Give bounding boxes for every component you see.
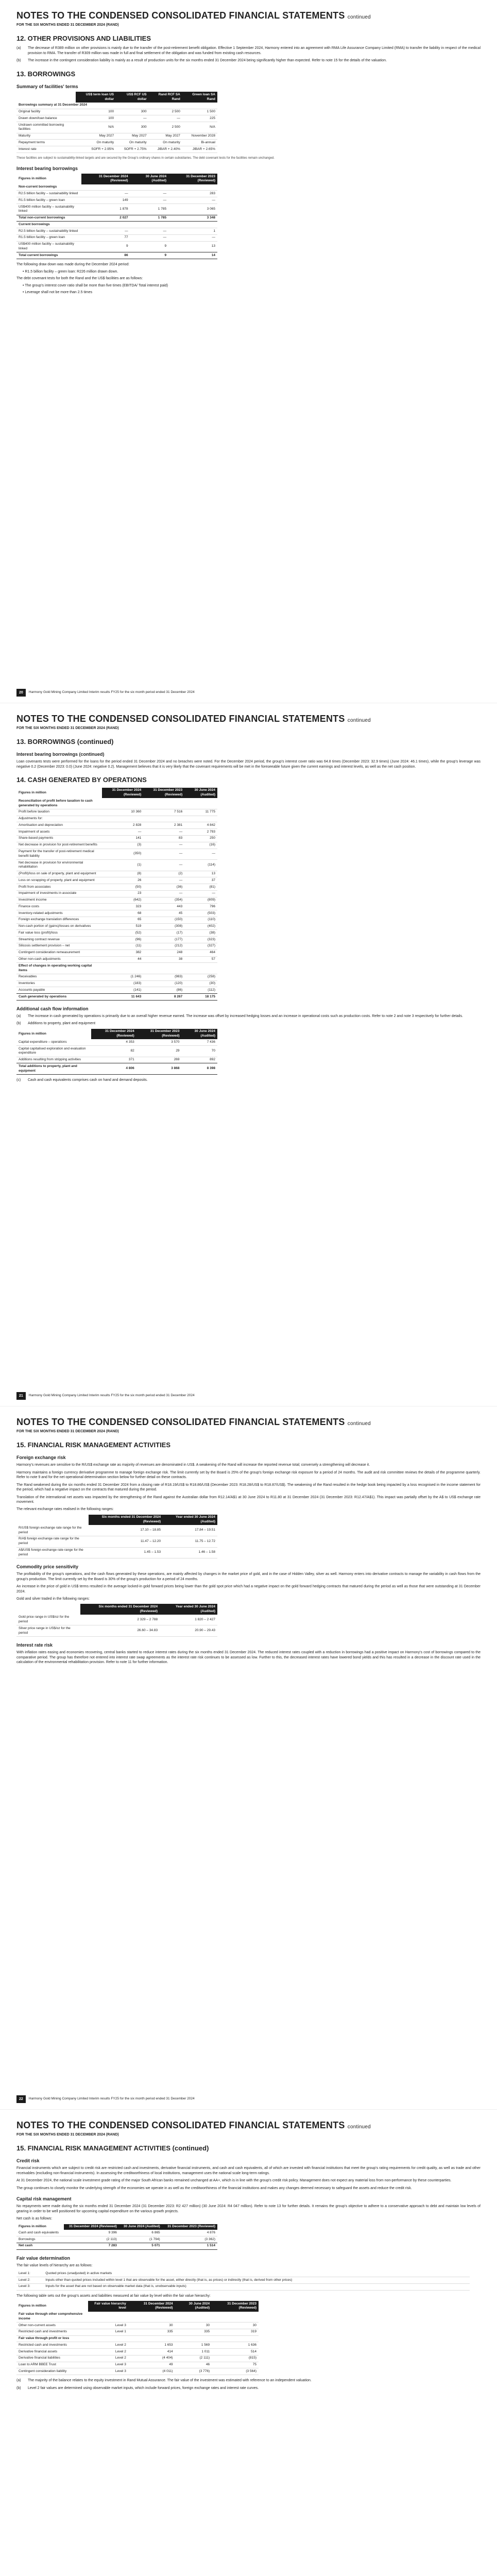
ibc-text: Loan covenants tests were performed for the loans for the period ended 31 December 2024 and no breaches were noted. For the December 2024 period, the group's interest cover ratio was 64.8 times (December 2023: 32.9 times) (June 2024: 46.1 times), while the group's leverage was negative 0.2 (December 2023: 0.0) (June 2024: negative 0.2). Management believes that it is very likely that the covenant requirements will be met in the foreseeable future given the current earnings and interest levels, as well as the net cash position. xyxy=(16,760,481,769)
ir-p1: With inflation rates easing and economies recovering, central banks started to reduce interest rates during the six months ended 31 December 2024. The reduced interest rates coupled with a reduction in borrowings had a positive impact on Harmony's cost of borrowings compared to the comparative period. The group has therefore not entered into interest rate swap agreements as the interest rate risk continues to be assessed as low. Further to this, the decreased interest rates have lowered bond yields and this has resulted in a decrease in the discount rate used in the calculation of the environmental rehabilitation provision. Refer to note 11 for further information. xyxy=(16,1651,481,1664)
gs-intro: Gold and silver traded in the following ranges: xyxy=(16,1597,90,1601)
table-row: Non-current borrowings xyxy=(16,184,217,191)
table-row: Cash generated by operations 11 643 8 267 18 175 xyxy=(16,994,217,1001)
table-row: Net decrease in provision for post-retirement benefits (3) — (16) xyxy=(16,842,217,849)
page-title: NOTES TO THE CONDENSED CONSOLIDATED FINANCIAL STATEMENTS continued xyxy=(16,714,371,724)
table-row: Capital expenditure – operations 4 353 3 570 7 436 xyxy=(16,1039,217,1045)
table-row: Amortisation and depreciation 2 828 2 381 4 842 xyxy=(16,822,217,829)
cp-title: Commodity price sensitivity xyxy=(16,1564,79,1570)
table-row: Interest rate SOFR + 2.95% SOFR + 2.75% JIBAR + 2.40% JIBAR + 2.65% xyxy=(16,146,217,153)
cp-p2: An increase in the price of gold in US$ terms resulted in the average locked-in gold forward prices being lower than the gold spot price which had a negative impact on the gold forward hedging contracts that matured during the period as well as those that were outstanding at 31 December 2024. xyxy=(16,1585,481,1594)
ib-summary: The following draw down was made during the December 2024 period: xyxy=(16,262,130,266)
table-row: Impairment of assets — — 2 793 xyxy=(16,829,217,836)
table-row: Derivative financial liabilities Level 2 (4 404) (2 111) (815) xyxy=(16,2355,259,2362)
note-14c: (c) Cash and cash equivalents comprises cash on hand and demand deposits. xyxy=(16,1078,148,1082)
table-row: Gold price range in US$/oz for the period 2 329 – 2 788 1 820 – 2 427 xyxy=(16,1615,217,1625)
table-row: Inventory-related adjustments 68 45 (503) xyxy=(16,910,217,917)
table-row: Cash and cash equivalents 9 396 6 865 4 876 xyxy=(16,2230,217,2236)
table-row: Net cash 7 283 5 071 1 514 xyxy=(16,2243,217,2249)
table-row: R2.5 billion facility – sustainability linked — — 1 xyxy=(16,228,217,235)
table-row: Profit before taxation 10 360 7 516 11 775 xyxy=(16,809,217,816)
table-row: R1.5 billion facility – green loan 149 — — xyxy=(16,197,217,204)
table-row: Total non-current borrowings 2 027 1 785 3 348 xyxy=(16,215,217,222)
ppe-additions-table: Figures in million 31 December 2024 (Reviewed) 31 December 2023 (Reviewed) 30 June 2024 (Audited) Capital expenditure – operations 4 353 3 570 7 436 Capital capitalised exploration and evaluation expenditure 82 29 70 Additions resulting from stripping activities 371 269 892 Total additions to property, plant and equipment 4 806 3 868 8 398 xyxy=(16,1029,217,1075)
exchange-rate-table: Six months ended 31 December 2024 (Reviewed) Year ended 30 June 2024 (Audited) R/US$ foreign exchange rate range for the period 17.10 – 18.85 17.84 – 19.51 R/A$ foreign exchange rate range for the period 11.47 – 12.20 11.75 – 12.72 A$/US$ foreign exchange rate range for the period 1.45 – 1.53 1.46 – 1.58 xyxy=(16,1515,217,1558)
table-row: Non-cash portion of (gains)/losses on derivatives 519 (308) (402) xyxy=(16,923,217,930)
borrowings-continued-title: 13. BORROWINGS (continued) xyxy=(16,737,114,745)
table-row: Loan to ARM BBEE Trust Level 3 49 46 75 xyxy=(16,2362,259,2368)
note-12a: (a) The decrease of R389 million on other provisions is mainly due to the transfer of the post-retirement benefit obligation. Effective 1 September 2024, Harmony entered into an agreement with RMA Life Assurance Company Limited (RMA) to transfer the liability in respect of the medical provision to RMA. The transfer of R309 million was made in full and final settlement of the obligation and was funded from existing cash resources. xyxy=(16,46,481,55)
table-row: Total additions to property, plant and equipment 4 806 3 868 8 398 xyxy=(16,1063,217,1075)
table-row: Other non-current assets Level 3 30 30 30 xyxy=(16,2323,259,2329)
table-row: Payment for the transfer of post-retirement medical benefit liability (350) — — xyxy=(16,849,217,860)
fv-tbl-intro: The following table sets out the group's assets and liabilities measured at fair value by level within the fair value hierarchy: xyxy=(16,2294,211,2298)
table-row: Level 2: Inputs other than quoted prices included within level 1 that are observable for the asset, either directly (that is, as prices) or indirectly (that is, derived from other prices) xyxy=(16,2277,470,2284)
table-row: Level 3: Inputs for the asset that are not based on observable market data (that is, unobservable inputs) xyxy=(16,2283,470,2290)
table-row: US$400 million facility – sustainability linked 1 878 1 785 3 065 xyxy=(16,204,217,215)
rate-intro: The relevant exchange rates realised in the following ranges: xyxy=(16,1507,114,1512)
table-row: Derivative financial assets Level 2 414 1 011 514 xyxy=(16,2349,259,2355)
section-15-title: 15. FINANCIAL RISK MANAGEMENT ACTIVITIES xyxy=(16,1440,171,1449)
table-row: Original facility 100 300 2 500 1 500 xyxy=(16,109,217,115)
table-row: Other non-cash adjustments 44 38 57 xyxy=(16,956,217,963)
table-row: US$400 million facility – sustainability linked 9 9 13 xyxy=(16,241,217,252)
page-20 xyxy=(0,0,497,703)
page-22 xyxy=(0,1406,497,2110)
facilities-title: Summary of facilities' terms xyxy=(16,84,78,90)
table-row: A$/US$ foreign exchange rate range for the period 1.45 – 1.53 1.46 – 1.58 xyxy=(16,1547,217,1558)
cap-title: Capital risk management xyxy=(16,2196,72,2202)
page-title: NOTES TO THE CONDENSED CONSOLIDATED FINANCIAL STATEMENTS continued xyxy=(16,10,371,21)
table-row: R2.5 billion facility – sustainability linked — — 283 xyxy=(16,191,217,197)
ib-bullet: • R1.5 billion facility – green loan: R226 million drawn down. xyxy=(23,270,118,274)
table-row: Adjustments for: xyxy=(16,816,217,822)
note-15a: (a) The majority of the balance relates to the equity investment in Rand Mutual Assurance. The fair value of the investment was estimated with reference to an independent valuation. xyxy=(16,2379,312,2383)
table-row: Accounts payable (141) (86) (112) xyxy=(16,987,217,994)
cr-p2: At 31 December 2024, the national scale investment grade rating of the major South African banks remained unchanged at AA+, which is in line with the group's credit risk policy. Management does not expect any material loss from non-performance by these counterparties. xyxy=(16,2179,452,2183)
table-row: Streaming contract revenue (96) (177) (323) xyxy=(16,937,217,943)
table-row: Receivables (1 246) (983) (258) xyxy=(16,974,217,980)
table-row: Profit from associates (50) (36) (81) xyxy=(16,884,217,891)
note-14b: (b) Additions to property, plant and equipment xyxy=(16,1022,96,1026)
period-subtitle: FOR THE SIX MONTHS ENDED 31 DECEMBER 2024 (RAND) xyxy=(16,23,119,27)
section-13-title: 13. BORROWINGS xyxy=(16,70,76,78)
table-row: Restricted cash and investments Level 2 1 653 1 569 1 636 xyxy=(16,2342,259,2349)
table-row: Impairment of investments in associate 23 — — xyxy=(16,890,217,897)
table-row: Current borrowings xyxy=(16,222,217,228)
section-15c-title: 15. FINANCIAL RISK MANAGEMENT ACTIVITIES (continued) xyxy=(16,2144,209,2152)
page-title: NOTES TO THE CONDENSED CONSOLIDATED FINANCIAL STATEMENTS continued xyxy=(16,1417,371,1427)
fx-p2: Harmony maintains a foreign currency derivative programme to manage foreign exchange risk. The limit currently set by the Board is 25% of the group's foreign exchange risk exposure for a period of 24 months. The audit and risk committee reviews the details of the programme quarterly. Refer to note 9 and for the net operational determination section below for further detail on these contracts. xyxy=(16,1470,481,1480)
fair-value-table: Figures in million Fair value hierarchy level 31 December 2024 (Reviewed) 30 June 2024 (Audited) 31 December 2023 (Reviewed) Fair value through other comprehensive income Other non-current assets Level 3 30 30 30 Restricted cash and investments Level 1 335 335 319 Fair value through profit or loss Restricted cash and investments Level 2 1 653 1 569 1 636 Derivative financial assets Level 2 414 1 011 514 Derivative financial liabilities Level 2 (4 404) (2 111) (815) Loan to ARM BBEE Trust Level 3 49 46 75 Contingent consideration liability Level 3 (4 011) (3 776) (3 564) xyxy=(16,2301,259,2375)
note-14a: (a) The increase in cash generated by operations is primarily due to an overall higher revenue earned. The increase was offset by increased hedging losses and an increase in operational costs such as production costs. Refer to note 2 and note 3 respectively for further details. xyxy=(16,1014,463,1019)
int-bearing-title: Interest bearing borrowings xyxy=(16,166,78,172)
table-row: Silver price range in US$/oz for the period 26.60 – 34.83 20.90 – 29.43 xyxy=(16,1625,217,1637)
table-row: Contingent consideration remeasurement 382 248 464 xyxy=(16,950,217,956)
net-cash-table: Figures in million 31 December 2024 (Reviewed) 30 June 2024 (Audited) 31 December 2023 (Reviewed) Cash and cash equivalents 9 396 6 865 4 876 Borrowings (2 113) (1 794) (3 362) Net cash 7 283 5 071 1 514 xyxy=(16,2224,217,2250)
table-row: Additions resulting from stripping activities 371 269 892 xyxy=(16,1057,217,1063)
note-12b: (b) The increase in the contingent consideration liability is mainly as a result of production units for the six months ended 31 December 2024 being significantly higher than expected. Refer to note 15 for the details of the valuation. xyxy=(16,59,387,63)
acf-title: Additional cash flow information xyxy=(16,1006,89,1011)
cr-p3: The group continues to closely monitor the underlying strength of the economies we operate in as well as the creditworthiness of the financial institutions and makes any changes deemed necessary to safeguard the assets and reduce the credit risk. xyxy=(16,2186,412,2190)
gold-silver-table: Six months ended 31 December 2024 (Reviewed) Year ended 30 June 2024 (Audited) Gold price range in US$/oz for the period 2 329 – 2 788 1 820 – 2 427 Silver price range in US$/oz for the period 26.60 – 34.83 20.90 – 29.43 xyxy=(16,1604,217,1637)
table-row: (Profit)/loss on sale of property, plant and equipment (8) (2) 13 xyxy=(16,871,217,877)
table-row: Repayment terms On maturity On maturity On maturity Bi-annual xyxy=(16,140,217,146)
table-row: Maturity May 2027 May 2027 May 2027 November 2028 xyxy=(16,133,217,140)
cp-p1: The profitability of the group's operations, and the cash flows generated by these operations, are mainly affected by changes in the market price of gold, and in the case of Hidden Valley, silver as well. Harmony enters into derivative contracts to manage the variability in cash flows from the group's production. The limit currently set by the Board is 30% of the group's production for a period of 24 months. xyxy=(16,1572,481,1581)
table-row: Net decrease in provision for environmental rehabilitation (1) — (114) xyxy=(16,860,217,871)
table-row: Contingent consideration liability Level 3 (4 011) (3 776) (3 564) xyxy=(16,2368,259,2375)
covenant-intro: The debt covenant tests for both the Rand and the US$ facilities are as follows: xyxy=(16,276,143,280)
table-row: Silicosis settlement provision – net (11) (212) (327) xyxy=(16,943,217,950)
fx-title: Foreign exchange risk xyxy=(16,1455,66,1461)
page-23 xyxy=(0,2110,497,2576)
nc-intro: Net cash is as follows: xyxy=(16,2217,53,2221)
table-row: Investment income (642) (354) (809) xyxy=(16,897,217,904)
page-21 xyxy=(0,703,497,1406)
interest-bearing-table: Figures in million 31 December 2024 (Reviewed) 30 June 2024 (Audited) 31 December 2023 (Reviewed) Non-current borrowings R2.5 billion facility – sustainability linked — — 283 R1.5 billion facility – green loan 149 — — US$400 million facility – sustainability linked 1 878 1 785 3 065 Total non-current borrowings 2 027 1 785 3 348 Current borrowings R2.5 billion facility – sustainability linked — — 1 R1.5 billion facility – green loan 77 — — US$400 million facility – sustainability linked 9 9 13 Total current borrowings 86 9 14 xyxy=(16,174,217,259)
table-row: Level 1: Quoted prices (unadjusted) in active markets xyxy=(16,2270,470,2277)
table-row: Capital capitalised exploration and evaluation expenditure 82 29 70 xyxy=(16,1046,217,1057)
fx-p4: Translation of the international net assets was impacted by the strengthening of the Rand against the Australian dollar from R12.14/A$1 at 30 June 2024 to R11.80 at 31 December 2024 (31 December 2023: R12.47/A$1). This impact was partially offset by the A$ to US$ exchange rate movement. xyxy=(16,1495,481,1504)
table-row: Total current borrowings 86 9 14 xyxy=(16,252,217,259)
period-subtitle: FOR THE SIX MONTHS ENDED 31 DECEMBER 2024 (RAND) xyxy=(16,2133,119,2137)
section-12-title: 12. OTHER PROVISIONS AND LIABILITIES xyxy=(16,34,151,42)
facilities-table: US$ term loan US dollar US$ RCF US dollar Rand RCF SA Rand Green loan SA Rand Borrowings summary at 31 December 2024 Original facility 100 300 2 500 1 500 Drawn down/loan balance 100 — — 225 Undrawn committed borrowing facilities N/A 300 2 500 N/A Maturity May 2027 May 2027 May 2027 November 2028 Repayment terms On maturity On maturity On maturity Bi-annual Interest rate SOFR + 2.95% SOFR + 2.75% JIBAR + 2.40% JIBAR + 2.65% xyxy=(16,92,217,153)
fx-p1: Harmony's revenues are sensitive to the R/US$ exchange rate as majority of revenues are denominated in US$. A weakening of the Rand will increase the reported revenue total; conversely a strengthening will decrease it. xyxy=(16,1463,370,1467)
fv-title: Fair value determination xyxy=(16,2255,71,2261)
table-row: Fair value through profit or loss xyxy=(16,2335,259,2342)
ir-title: Interest rate risk xyxy=(16,1642,53,1648)
covenant-1: • The group's interest cover ratio shall be more than five times (EBITDA/ Total interest paid) xyxy=(23,284,168,288)
table-row: Finance costs 323 443 796 xyxy=(16,904,217,910)
table-row: Effect of changes in operating working capital items xyxy=(16,963,217,974)
note-15b: (b) Level 2 fair values are determined using observable market inputs, which include forward prices, foreign exchange rates and interest rate curves. xyxy=(16,2386,259,2390)
fx-p3: The Rand weakened during the six months ended 31 December 2024 from a closing rate of R18.19/US$ to R18.86/US$ (December 2023: R18.28/US$ to R18.87/US$). The weakening of the Rand resulted in the hedge book being impacted by a loss recognised in the income statement for the period, which had a negative impact on the contracts that matured during the period. xyxy=(16,1483,481,1492)
table-row: Share-based payments 141 83 250 xyxy=(16,835,217,842)
cap-p1: No repayments were made during the six months ended 31 December 2024 (31 December 2023: R2 427 million) (30 June 2024: R4 047 million). Refer to note 13 for further details. It remains the group's objective to adhere to a conservative approach to debt and maintain low levels of gearing in order to be well positioned for upcoming capital expenditure on the various growth projects. xyxy=(16,2205,481,2213)
period-subtitle: FOR THE SIX MONTHS ENDED 31 DECEMBER 2024 (RAND) xyxy=(16,726,119,731)
footer: 21 Harmony Gold Mining Company Limited Interim results FY25 for the six month period ended 31 December 2024 xyxy=(16,1392,195,1400)
table-row: Fair value through other comprehensive income xyxy=(16,2312,259,2323)
fv-levels-table xyxy=(16,2270,470,2290)
ibc-title: Interest bearing borrowings (continued) xyxy=(16,752,105,757)
covenant-2: • Leverage shall not be more than 2.5 times xyxy=(23,290,93,294)
table-row: Restricted cash and investments Level 1 335 335 319 xyxy=(16,2329,259,2335)
table-row: Fair value loss (profit)/loss (52) (17) (38) xyxy=(16,930,217,937)
footer: 20 Harmony Gold Mining Company Limited Interim results FY25 for the six month period ended 31 December 2024 xyxy=(16,689,195,697)
table-row: Borrowings (2 113) (1 794) (3 362) xyxy=(16,2236,217,2243)
facilities-note: These facilities are subject to sustainability-linked targets and are secured by the Group's ordinary shares in certain subsidiaries. The debt covenant tests for the facilities remain unchanged. xyxy=(16,156,275,160)
table-row: Drawn down/loan balance 100 — — 225 xyxy=(16,115,217,122)
footer: 22 Harmony Gold Mining Company Limited Interim results FY25 for the six month period ended 31 December 2024 xyxy=(16,2095,195,2103)
table-row: Foreign exchange translation differences 65 (150) (110) xyxy=(16,917,217,923)
table-row: R/US$ foreign exchange rate range for the period 17.10 – 18.85 17.84 – 19.51 xyxy=(16,1525,217,1536)
page-title: NOTES TO THE CONDENSED CONSOLIDATED FINANCIAL STATEMENTS continued xyxy=(16,2120,371,2130)
fv-intro: The fair value levels of hierarchy are as follows: xyxy=(16,2263,93,2267)
cash-generated-table: Figures in million 31 December 2024 (Reviewed) 31 December 2023 (Reviewed) 30 June 2024 (Audited) Reconciliation of profit before taxation to cash generated by operations Profit before taxation 10 360 7 516 11 775 Adjustments for: Amortisation and depreciation 2 828 2 381 4 842 Impairment of assets — — 2 793 Share-based payments 141 83 250 Net decrease in provision for post-retirement benefits (3) — (16) Payment for the transfer of post-retirement medical benefit liability (350) — — Net decrease in provision for environmental rehabilitation (1) — (114) (Profit)/loss on sale of property, plant and equipment (8) (2) 13 Loss on scrapping of property, plant and equipment 26 — 37 Profit from associates (50) (36) (81) Impairment of investments in associate 23 — — Investment income (642) (354) (809) Finance costs 323 443 796 Inventory-related adjustments 68 45 (503) Foreign exchange translation differences 65 (150) (110) Non-cash portion of (gains)/losses on derivatives 519 (308) (402) Fair value loss (profit)/loss (52) (17) (38) Streaming contract revenue (96) (177) (323) Silicosis settlement provision – net (11) (212) (327) Contingent consideration remeasurement 382 248 464 Other non-cash adjustments 44 38 57 Effect of changes in operating working capital items Receivables (1 246) (983) (258) Inventories (183) (120) (30) Accounts payable (141) (86) (112) Cash generated by operations 11 643 8 267 18 175 xyxy=(16,788,217,1001)
period-subtitle: FOR THE SIX MONTHS ENDED 31 DECEMBER 2024 (RAND) xyxy=(16,1430,119,1434)
table-row: Reconciliation of profit before taxation to cash generated by operations xyxy=(16,798,217,809)
table-row: Loss on scrapping of property, plant and equipment 26 — 37 xyxy=(16,877,217,884)
section-14-title: 14. CASH GENERATED BY OPERATIONS xyxy=(16,776,147,784)
cr-p1: Financial instruments which are subject to credit risk are restricted cash and investments, derivative financial instruments, and cash and cash equivalents, all of which are invested with financial institutions that meet the group's rating requirements for credit quality, as well as trade and other receivables (excluding non-financial instruments). In assessing the creditworthiness of local institutions, management uses the national scale long-term ratings. xyxy=(16,2166,481,2175)
cr-title: Credit risk xyxy=(16,2158,40,2164)
table-row: Inventories (183) (120) (30) xyxy=(16,980,217,987)
table-row: Undrawn committed borrowing facilities N/A 300 2 500 N/A xyxy=(16,122,217,133)
table-row: R1.5 billion facility – green loan 77 — — xyxy=(16,234,217,241)
table-row: R/A$ foreign exchange rate range for the period 11.47 – 12.20 11.75 – 12.72 xyxy=(16,1536,217,1547)
